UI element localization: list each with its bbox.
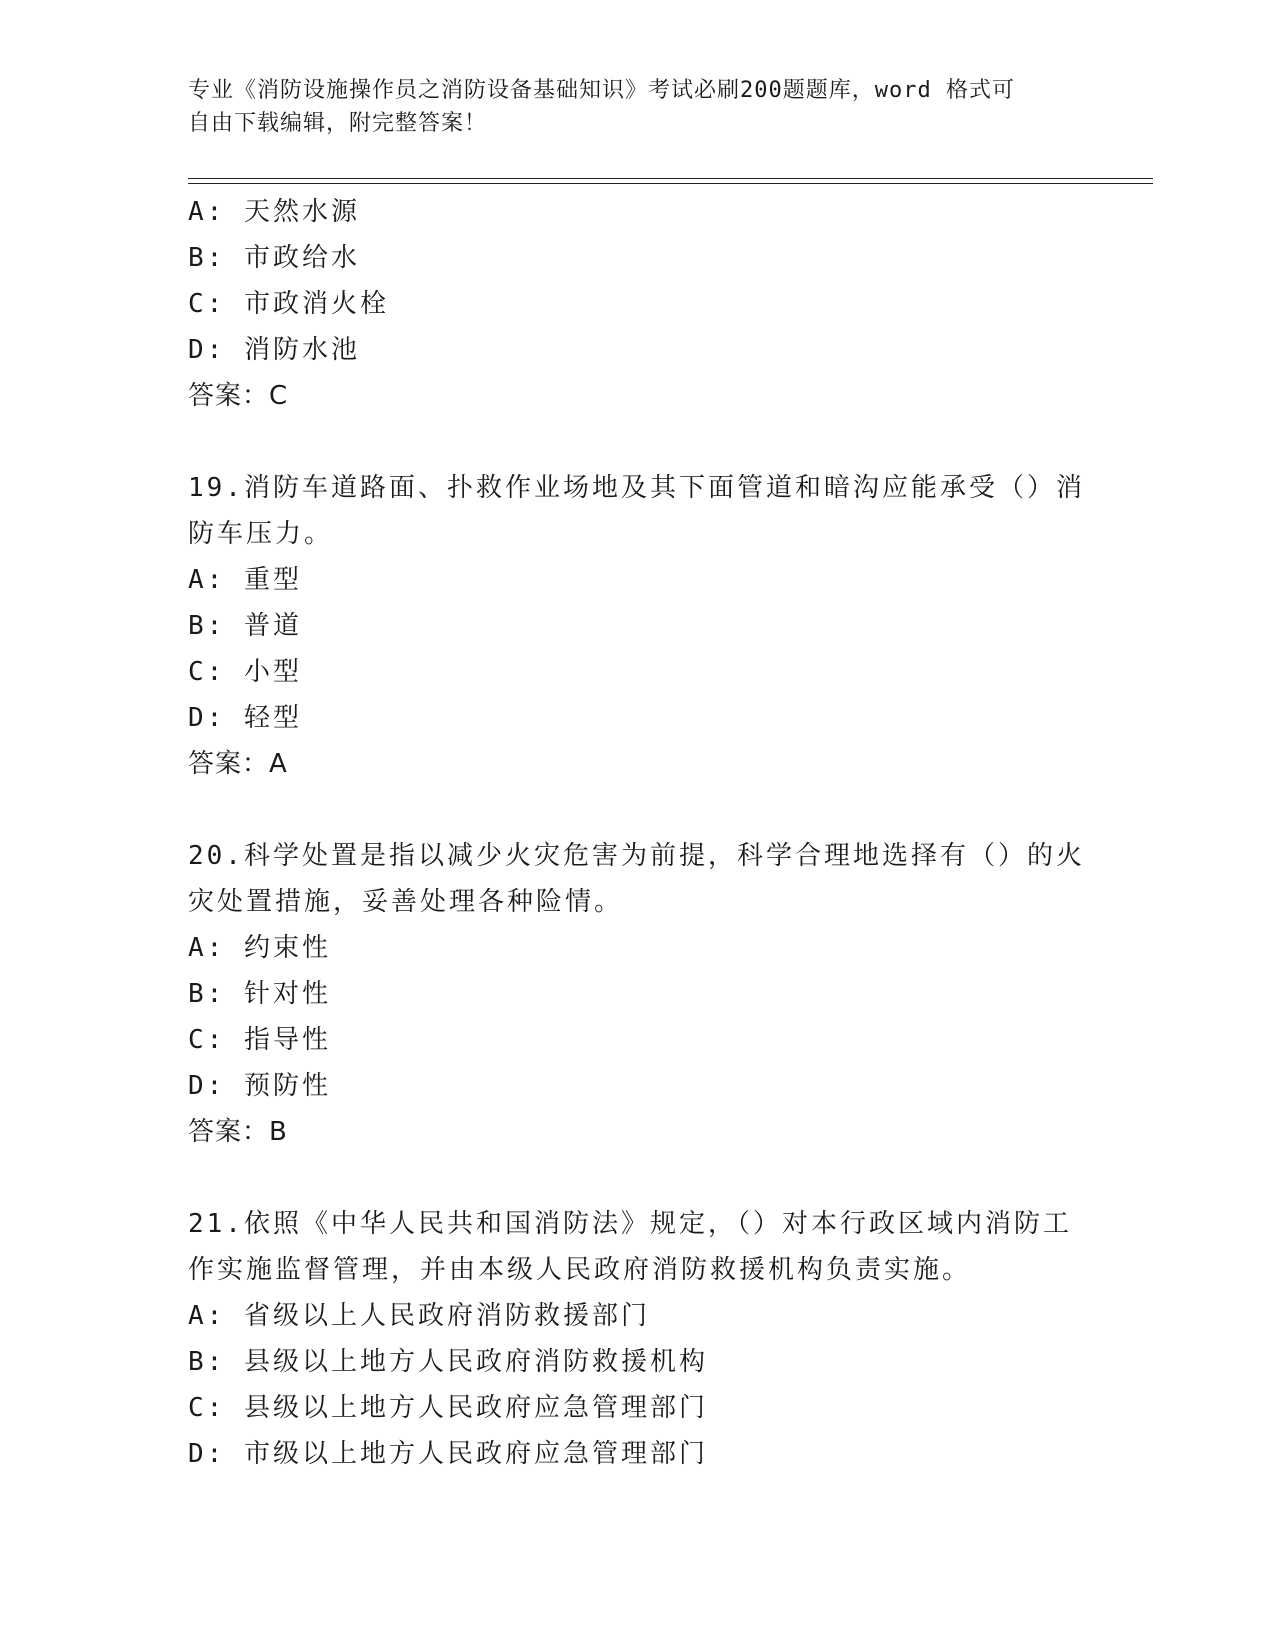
option-d: D: 轻型 <box>188 703 302 733</box>
option-c: C: 指导性 <box>188 1025 331 1055</box>
question-18 <box>188 189 1088 419</box>
header-divider-bottom <box>188 183 1153 184</box>
question-stem-line-1: 21.依照《中华人民共和国消防法》规定，（）对本行政区域内消防工 <box>188 1209 1072 1239</box>
question-list <box>188 189 1088 1477</box>
option-c: C: 小型 <box>188 657 302 687</box>
option-d: D: 市级以上地方人民政府应急管理部门 <box>188 1439 708 1469</box>
header-divider-top <box>188 178 1153 179</box>
option-a: A: 天然水源 <box>188 197 360 227</box>
answer-label: 答案：A <box>188 749 288 779</box>
question-stem-line-2: 防车压力。 <box>188 519 334 549</box>
spacer <box>188 419 1088 465</box>
question-21 <box>188 1201 1088 1477</box>
option-c: C: 县级以上地方人民政府应急管理部门 <box>188 1393 708 1423</box>
option-a: A: 省级以上人民政府消防救援部门 <box>188 1301 650 1331</box>
option-d: D: 消防水池 <box>188 335 360 365</box>
option-b: B: 市政给水 <box>188 243 360 273</box>
question-20 <box>188 833 1088 1155</box>
option-a: A: 重型 <box>188 565 302 595</box>
option-d: D: 预防性 <box>188 1071 331 1101</box>
question-stem-line-2: 灾处置措施，妥善处理各种险情。 <box>188 887 624 917</box>
header-line-2: 自由下载编辑，附完整答案！ <box>188 111 488 136</box>
question-19 <box>188 465 1088 787</box>
document-header <box>188 74 1088 140</box>
question-stem-line-1: 20.科学处置是指以减少火灾危害为前提，科学合理地选择有（）的火 <box>188 841 1085 871</box>
option-c: C: 市政消火栓 <box>188 289 389 319</box>
spacer <box>188 787 1088 833</box>
option-b: B: 针对性 <box>188 979 331 1009</box>
question-stem-line-1: 19.消防车道路面、扑救作业场地及其下面管道和暗沟应能承受（）消 <box>188 473 1085 503</box>
spacer <box>188 1155 1088 1201</box>
answer-label: 答案：C <box>188 381 289 411</box>
answer-label: 答案：B <box>188 1117 288 1147</box>
question-stem-line-2: 作实施监督管理，并由本级人民政府消防救援机构负责实施。 <box>188 1255 972 1285</box>
header-line-1: 专业《消防设施操作员之消防设备基础知识》考试必刷200题题库，word 格式可 <box>188 78 1015 103</box>
option-b: B: 普道 <box>188 611 302 641</box>
option-b: B: 县级以上地方人民政府消防救援机构 <box>188 1347 708 1377</box>
option-a: A: 约束性 <box>188 933 331 963</box>
